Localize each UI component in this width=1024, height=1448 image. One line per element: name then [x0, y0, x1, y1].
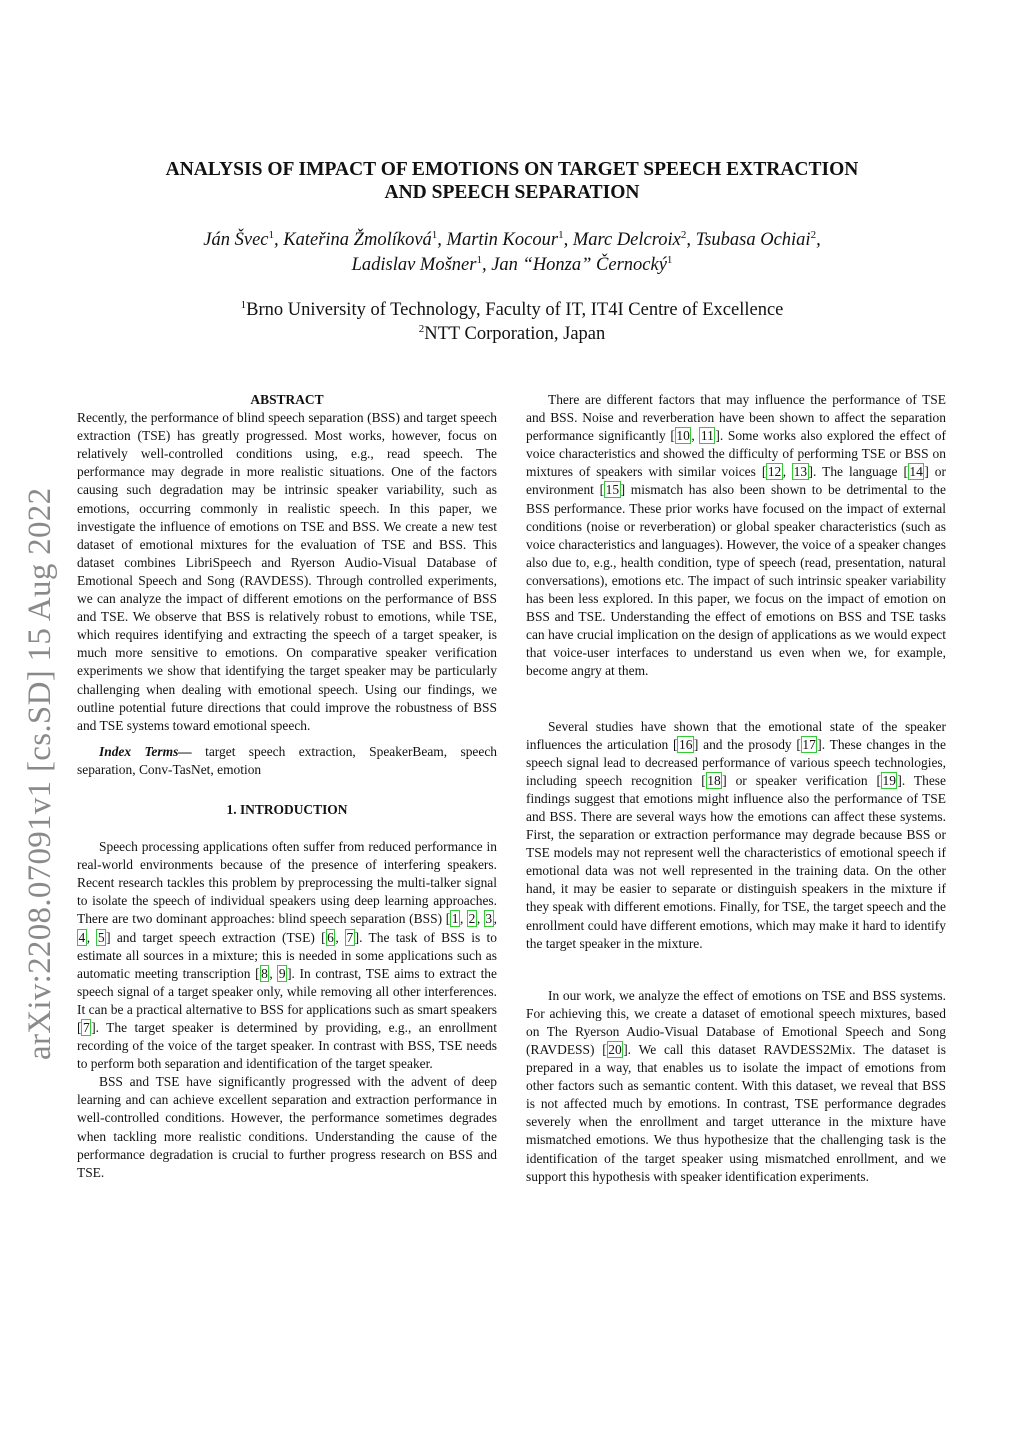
paragraph: Several studies have shown that the emotional state of the speaker influences the articulation [ 16 ] and the prosody [ 17 ]. These changes in the speech signal lead to decreased performance of various speech technologies, including speech recognition [ 18 ] or speaker verification [ 19 ]. These findings suggest that emotions might influence also the performance of TSE and BSS. There are several ways how the emotions can affect these systems. First, the separation or extraction performance may degrade because BSS or TSE models may not represent well the characteristics of emotional speech if emotional data was not well represented in the training data. On the other hand, it may be easier to separate or distinguish speakers in the mixture if they speak with different emotions. Finally, for TSE, the target speech and the enrollment could have different emotions, which may make it hard to identify the target speaker in the mixture. — [526, 718, 946, 951]
right-column — [526, 391, 946, 1186]
author: Ladislav Mošner$^1$, — [351, 253, 492, 275]
author-line-1 — [100, 228, 924, 253]
paragraph: There are different factors that may influence the performance of TSE and BSS. Noise and reverberation have been shown to affect the separation performance significantly [ 10 , 11 ]. Some works also explored the effect of voice characteristics and showed the difficulty of performing TSE or BSS on mixtures of speakers with similar voices [ 12 , 13 ]. The language [ 14 ] or environment [ 15 ] mismatch has also been shown to be detrimental to the BSS performance. These prior works have focused on the impact of external conditions (noise or reverberation) or global speaker characteristics (such as voice characteristics and languages). However, the voice of a speaker changes also due to, e.g., health condition, type of speech (read, presentation, natural conversations), emotions etc. The impact of such intrinsic speaker variability has been less explored. In this paper, we focus on the impact of emotion on BSS and TSE. Understanding the effect of emotions on BSS and TSE tasks can have crucial implication on the design of applications as we would expect that voice-user interfaces to understand us even when we, for example, become angry at them. — [526, 392, 947, 679]
citation-link[interactable]: 14 — [909, 464, 923, 480]
citation-link[interactable]: 6 — [327, 929, 334, 945]
author: Kateřina Žmolíková$^1$, — [283, 228, 447, 250]
author-list — [100, 228, 924, 278]
title-line-2: AND SPEECH SEPARATION — [384, 182, 640, 203]
left-column — [77, 391, 497, 1182]
index-terms-text: target speech extraction, SpeakerBeam, speech separation, Conv-TasNet, emotion — [77, 743, 498, 777]
citation-link[interactable]: 11 — [700, 428, 714, 444]
index-terms-label: Index Terms— — [99, 743, 192, 759]
introduction-body-continued — [526, 391, 946, 1186]
citation-link[interactable]: 9 — [278, 965, 286, 981]
citation-link[interactable]: 4 — [78, 929, 86, 945]
introduction-body — [77, 838, 497, 1182]
citation-link[interactable]: 2 — [468, 911, 476, 927]
title-line-1: ANALYSIS OF IMPACT OF EMOTIONS ON TARGET SPEECH EXTRACTION — [165, 159, 859, 180]
author: Jan “Honza” Černocký$^1$ — [491, 253, 673, 275]
section-heading-introduction: 1. INTRODUCTION — [226, 801, 348, 817]
citation-link[interactable]: 8 — [261, 965, 268, 981]
citation-link[interactable]: 3 — [485, 911, 493, 927]
citation-link[interactable]: 5 — [97, 929, 105, 945]
author: Tsubasa Ochiai$^2$, — [695, 228, 821, 250]
citation-link[interactable]: 18 — [707, 772, 721, 788]
affiliation: $^1$Brno University of Technology, Faculty of IT, IT4I Centre of Excellence — [240, 298, 784, 320]
affiliation: $^2$NTT Corporation, Japan — [418, 322, 606, 344]
author: Martin Kocour$^1$, — [446, 228, 573, 250]
author: Marc Delcroix$^2$, — [572, 228, 696, 250]
citation-link[interactable]: 17 — [802, 736, 816, 752]
citation-link[interactable]: 7 — [82, 1020, 90, 1035]
citation-link[interactable]: 16 — [678, 736, 693, 752]
affiliations — [100, 298, 924, 346]
paper-title — [100, 158, 924, 204]
citation-link[interactable]: 7 — [346, 929, 354, 945]
citation-link[interactable]: 13 — [793, 464, 808, 480]
citation-link[interactable]: 20 — [608, 1042, 622, 1057]
author-line-2 — [100, 253, 924, 278]
abstract-heading: ABSTRACT — [250, 392, 324, 407]
paragraph: Speech processing applications often suffer from reduced performance in real-world environments because of the presence of interfering speakers. Recent research tackles this problem by preprocessing the multi-talker signal to isolate the speech of individual speakers using deep learning approaches. There are two dominant approaches: blind speech separation (BSS) [ 1 , 2 , 3 , 4 , 5 ] and target speech extraction (TSE) [ 6 , 7 ]. The task of BSS is to estimate all sources in a mixture; this is needed in some applications such as automatic meeting transcription [ 8 , 9 ]. In contrast, TSE aims to extract the speech signal of a target speaker only, while removing all other interferences. It can be a practical alternative to BSS for applications such as smart speakers [ 7 ]. The target speaker is determined by providing, e.g., an enrollment recording of the voice of the target speaker. In contrast with BSS, TSE needs to perform both separation and identification of the target speaker. — [77, 839, 497, 1072]
citation-link[interactable]: 19 — [882, 772, 896, 788]
paragraph: In our work, we analyze the effect of emotions on TSE and BSS systems. For achieving this, we create a dataset of emotional speech mixtures, based on The Ryerson Audio-Visual Database of Emotional Speech and Song (RAVDESS) [ 20 ]. We call this dataset RAVDESS2Mix. The dataset is prepared in a way, that enables us to isolate the impact of emotions from other factors such as semantic content. With this dataset, we reveal that BSS is not affected much by emotions. In contrast, TSE performance degrades severely when the enrollment and target utterance in the mixture have mismatched emotions. We thus hypothesize that the challenging task is the identification of the target speaker using mismatched enrollment, and we support this hypothesis with speaker identification experiments. — [526, 987, 947, 1184]
citation-link[interactable]: 12 — [767, 464, 782, 480]
citation-link[interactable]: 1 — [451, 911, 459, 927]
arxiv-identifier: arXiv:2208.07091v1 [cs.SD] 15 Aug 2022 — [22, 487, 58, 1060]
citation-link[interactable]: 10 — [676, 428, 690, 444]
index-terms — [77, 743, 497, 779]
author: Ján Švec$^1$, — [203, 228, 284, 250]
abstract-text: Recently, the performance of blind speech separation (BSS) and target speech extraction (TSE) has greatly progressed. Most works, however, focus on relatively well-controlled conditions using, e.g., read speech. The performance may degrade in more realistic situations. One of the factors causing such degradation may be intrinsic speaker variability, such as emotions, occurring commonly in realistic speech. In this paper, we investigate the influence of emotions on TSE and BSS. We create a new test dataset of emotional mixtures for the evaluation of TSE and BSS. This dataset combines LibriSpeech and Ryerson Audio-Visual Database of Emotional Speech and Song (RAVDESS). Through controlled experiments, we can analyze the impact of different emotions on the performance of BSS and TSE. We observe that BSS is relatively robust to emotions, while TSE, which requires identifying and extracting the speech of a target speaker, is much more sensitive to emotions. On comparative speaker verification experiments we show that identifying the target speaker may be particularly challenging when dealing with emotional speech. Using our findings, we outline potential future directions that could improve the robustness of BSS and TSE systems toward emotional speech. — [77, 410, 497, 733]
paragraph: BSS and TSE have significantly progressed with the advent of deep learning and can achieve excellent separation and extraction performance in well-controlled conditions. However, the performance sometimes degrades when tackling more realistic conditions. Understanding the cause of the performance degradation is crucial to further progress research on BSS and TSE. — [77, 1074, 497, 1180]
citation-link[interactable]: 15 — [605, 482, 620, 498]
